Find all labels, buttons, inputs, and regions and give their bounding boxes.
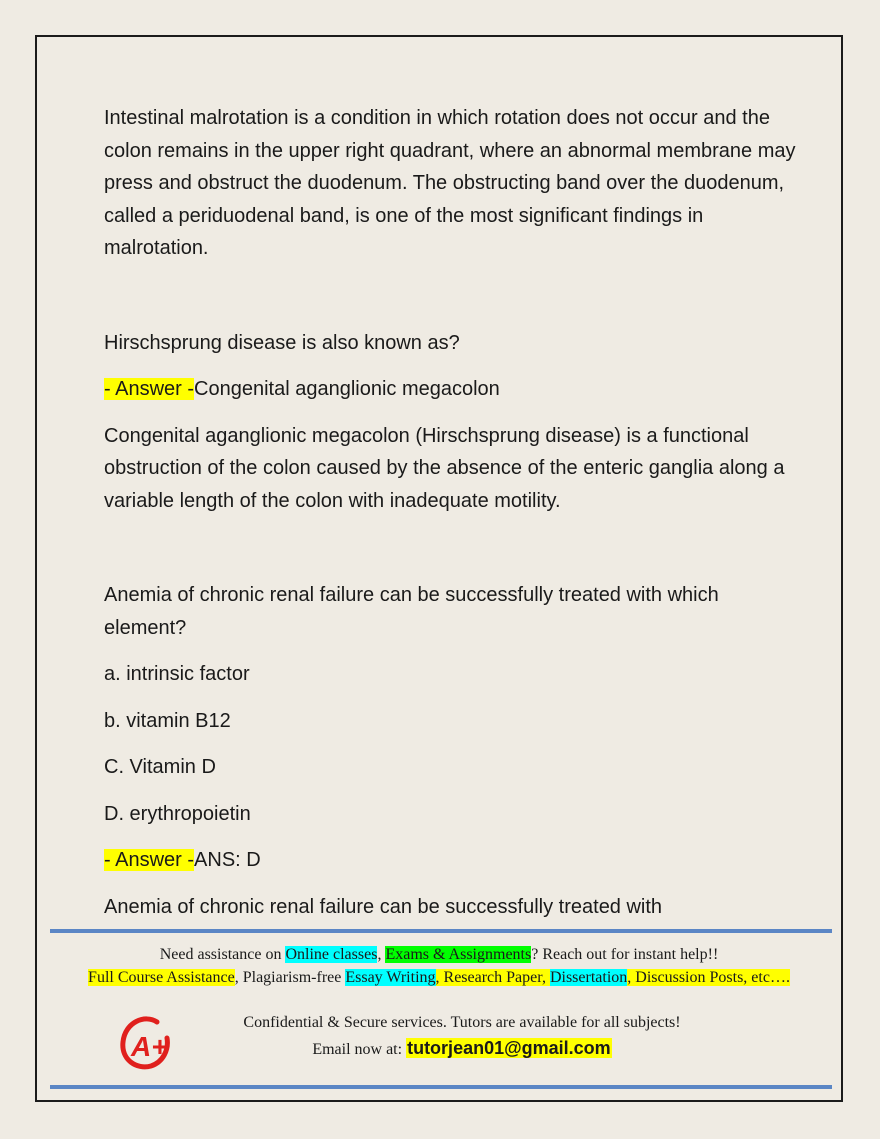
option-a: a. intrinsic factor xyxy=(104,663,250,685)
footer-bottom-rule xyxy=(50,1085,832,1089)
footer-line-1 xyxy=(37,946,841,964)
email-label: Email now at: xyxy=(312,1041,407,1058)
answer-anemia xyxy=(104,844,804,877)
explanation-hirschsprung: Congenital aganglionic megacolon (Hirschsprung disease) is a functional obstruction of the colon caused by the absence of the enteric ganglia along a variable length of the colon with inadequate motility. xyxy=(104,424,785,512)
discussion-posts-link: , Discussion Posts, etc…. xyxy=(627,969,790,986)
answer-hirschsprung xyxy=(104,373,804,406)
footer-text: Need assistance on xyxy=(159,946,286,963)
footer-text: , xyxy=(377,946,386,963)
option-d: D. erythropoietin xyxy=(104,802,251,825)
online-classes-link: Online classes xyxy=(285,946,378,963)
option-c: C. Vitamin D xyxy=(104,756,216,778)
email-line xyxy=(60,1038,864,1059)
question-hirschsprung: Hirschsprung disease is also known as? xyxy=(104,331,460,354)
answer-label: - Answer - xyxy=(104,378,195,400)
email-link[interactable]: tutorjean01@gmail.com xyxy=(407,1038,611,1058)
footer-text: , Plagiarism-free xyxy=(234,969,346,986)
explanation-anemia: Anemia of chronic renal failure can be successfully treated with xyxy=(104,895,663,918)
research-paper-link: , Research Paper, xyxy=(435,969,550,986)
answer-text: Congenital aganglionic megacolon xyxy=(194,378,500,400)
answer-text: ANS: D xyxy=(194,849,261,871)
document-body xyxy=(104,102,804,923)
logo-text: A+ xyxy=(131,1031,168,1062)
option-b: b. vitamin B12 xyxy=(104,709,231,732)
footer-text: ? Reach out for instant help!! xyxy=(531,946,719,963)
confidential-line: Confidential & Secure services. Tutors are available for all subjects! xyxy=(243,1014,681,1031)
question-anemia: Anemia of chronic renal failure can be successfully treated with which element? xyxy=(104,584,719,639)
dissertation-link: Dissertation xyxy=(549,969,628,986)
exams-assignments-link: Exams & Assignments xyxy=(385,946,532,963)
malrotation-paragraph: Intestinal malrotation is a condition in which rotation does not occur and the colon remains in the upper right quadrant, where an abnormal membrane may press and obstruct the duodenum. The obstructing band over the duodenum, called a periduodenal band, is one of the most significant findings in malrotation. xyxy=(104,107,796,259)
footer-line-2 xyxy=(37,969,841,987)
full-course-link: Full Course Assistance xyxy=(88,969,235,986)
footer-top-rule xyxy=(50,929,832,933)
answer-label: - Answer - xyxy=(104,849,195,871)
essay-writing-link: Essay Writing xyxy=(345,969,436,986)
